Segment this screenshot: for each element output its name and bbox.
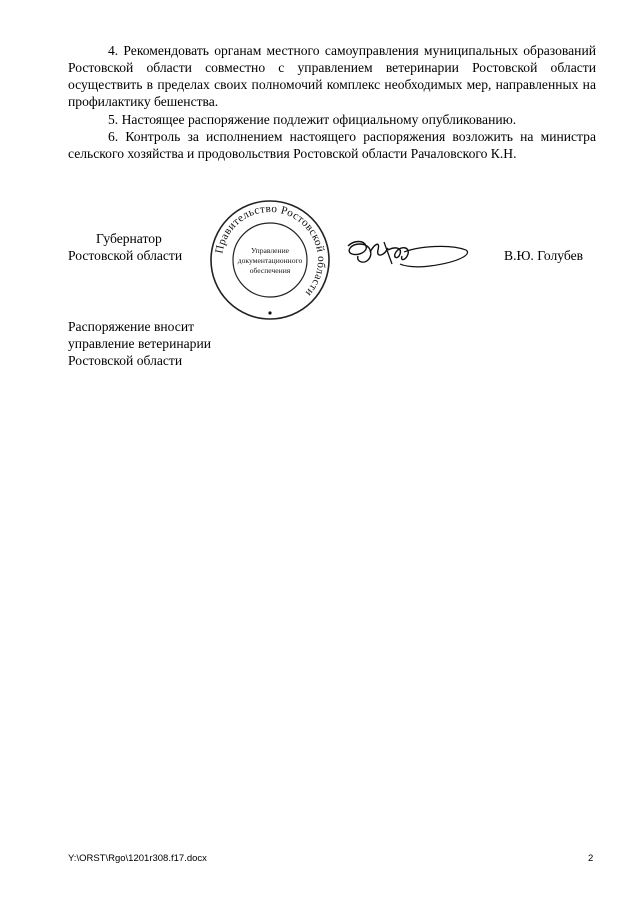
governor-name: В.Ю. Голубев: [504, 248, 584, 263]
submitter-line-1: Распоряжение вносит: [68, 319, 195, 334]
submitter-line-3: Ростовской области: [68, 353, 183, 368]
handwritten-signature: [340, 232, 475, 272]
paragraph-6: 6. Контроль за исполнением настоящего распоряжения возложить на министра сельского хозяйства и продовольствия Ростовской области Рачаловского К.Н.: [68, 129, 596, 161]
submitter-line-2: управление ветеринарии: [68, 336, 212, 351]
seal-star-icon: [268, 311, 271, 314]
governor-region: Ростовской области: [68, 248, 183, 263]
seal-center-line-1: Управление: [250, 246, 290, 255]
governor-title: Губернатор: [96, 231, 162, 246]
seal-center-line-2: документационного: [237, 256, 303, 265]
page-number: 2: [588, 853, 594, 864]
seal-center-line-3: обеспечения: [249, 266, 291, 275]
paragraph-5: 5. Настоящее распоряжение подлежит официальному опубликованию.: [108, 112, 517, 127]
footer-file-path: Y:\ORST\Rgo\1201r308.f17.docx: [68, 853, 207, 864]
seal-ring-text: Правительство Ростовской области: [213, 202, 328, 299]
official-seal: [208, 198, 332, 322]
paragraph-4: 4. Рекомендовать органам местного самоуправления муниципальных образований Ростовской области совместно с управлением ветеринарии Ростовской области осуществить в пределах своих полномочий комплекс необходимых мер, направленных на профилактику бешенства.: [68, 43, 596, 109]
submitter-block: [68, 318, 211, 369]
